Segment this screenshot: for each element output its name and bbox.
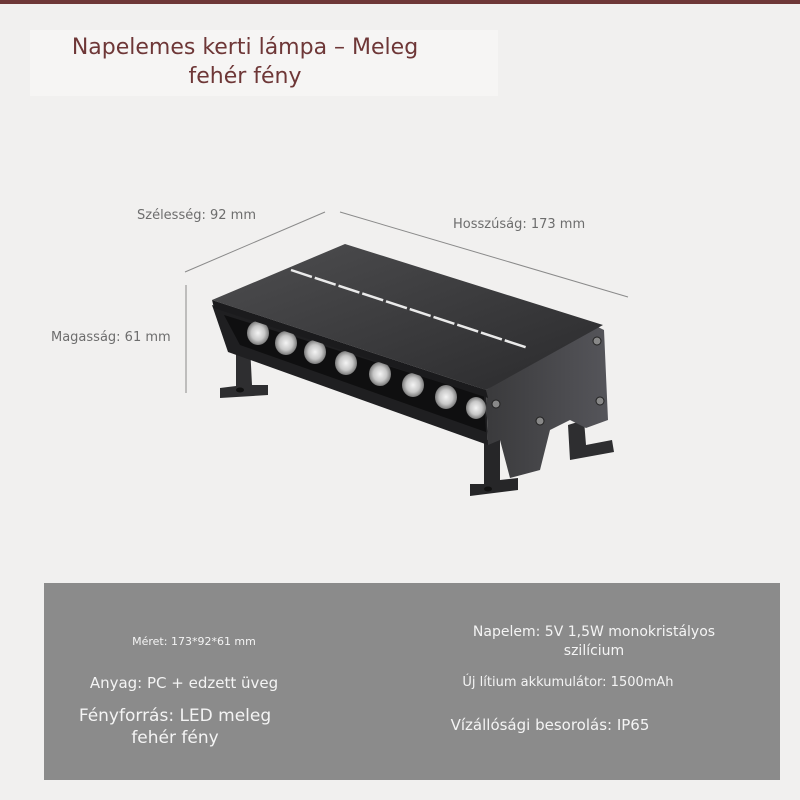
led-8 — [466, 397, 486, 419]
page-title: Napelemes kerti lámpa – Meleg fehér fény — [71, 35, 419, 89]
led-6 — [402, 373, 424, 397]
spec-material: Anyag: PC + edzett üveg — [89, 674, 279, 692]
spec-solar-panel: Napelem: 5V 1,5W monokristályos szilícium — [472, 624, 716, 659]
length-label: Hosszúság: 173 mm — [453, 217, 586, 232]
spec-battery: Új lítium akkumulátor: 1500mAh — [462, 675, 674, 690]
bracket-screw-2 — [492, 400, 500, 408]
bracket-screw-3 — [536, 417, 544, 425]
height-label: Magasság: 61 mm — [51, 330, 171, 345]
width-label: Szélesség: 92 mm — [137, 208, 256, 223]
rear-left-screw-hole — [236, 388, 244, 393]
bracket-screw-1 — [593, 337, 601, 345]
led-7 — [435, 385, 457, 409]
front-screw-hole — [484, 487, 492, 492]
led-4 — [335, 351, 357, 375]
led-5 — [369, 362, 391, 386]
spec-light-source: Fényforrás: LED meleg fehér fény — [78, 706, 272, 748]
led-2 — [275, 331, 297, 355]
spec-waterproof-rating: Vízállósági besorolás: IP65 — [450, 716, 650, 734]
bracket-screw-4 — [596, 397, 604, 405]
spec-size: Méret: 173*92*61 mm — [132, 635, 256, 648]
